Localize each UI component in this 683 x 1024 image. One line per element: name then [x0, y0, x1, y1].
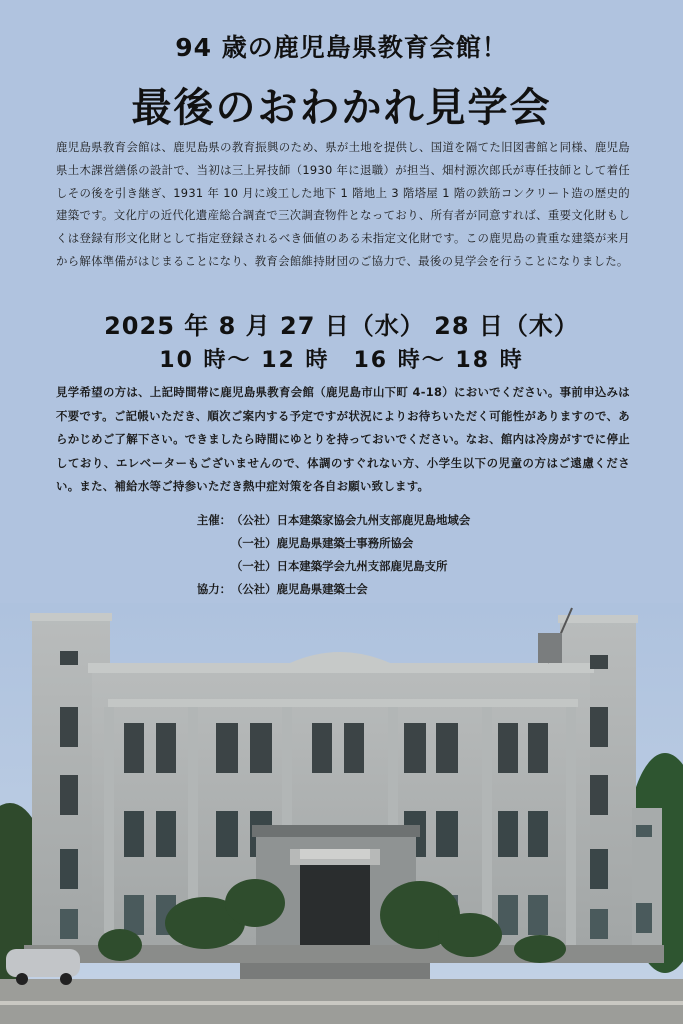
credit-org: （公社）日本建築家協会九州支部鹿児島地域会: [231, 513, 471, 527]
event-date: 2025 年 8 月 27 日（水） 28 日（木）: [104, 312, 579, 340]
credit-role: 主催：: [196, 513, 231, 527]
visit-details-paragraph: 見学希望の方は、上記時間帯に鹿児島県教育会館（鹿児島市山下町 4-18）においでください。事前申込みは不要です。ご記帳いただき、順次ご案内する予定ですが状況によりお待ちいただく可能性がありますので、あらかじめご了解下さい。できましたら時間にゆとりを持っておいでください。なお、館内は冷房がすでに停止しており、エレベーターもございませんので、体調のすぐれない方、小学生以下の児童の方はご遠慮ください。また、補給水等ご持参いただき熱中症対策を各自お願い致します。: [56, 385, 630, 493]
credit-role: 協力：: [196, 582, 231, 596]
credit-org: （一社）鹿児島県建築士事務所協会: [231, 536, 414, 550]
event-time: 10 時〜 12 時 16 時〜 18 時: [159, 348, 524, 373]
credit-org: （公社）鹿児島県建築士会: [231, 582, 368, 596]
credit-org: （一社）日本建築学会九州支部鹿児島支所: [231, 559, 448, 573]
building-photo: [0, 603, 683, 1024]
intro-paragraph: 鹿児島県教育会館は、鹿児島県の教育振興のため、県が土地を提供し、国道を隔てた旧図書館と同様、鹿児島県土木課営繕係の設計で、当初は三上昇技師（1930 年に退職）が担当、畑村源次郎氏が専任技師として着任しその後を引き継ぎ、1931 年 10 月に竣工した地下 1 階地上 3 階塔屋 1 階の鉄筋コンクリート造の歴史的建築です。文化庁の近代化遺産総合調査で三次調査物件となっており、所有者が同意すれば、重要文化財もしくは登録有形文化財として指定登録されるべき価値のある未指定文化財です。この鹿児島の貴重な建築が来月から解体準備がはじまることになり、教育会館維持財団のご協力で、最後の見学会を行うことになりました。: [56, 140, 630, 268]
poster-title: 最後のおわかれ見学会: [131, 85, 552, 131]
poster-subtitle: 94 歳の鹿児島県教育会館！: [175, 33, 508, 62]
